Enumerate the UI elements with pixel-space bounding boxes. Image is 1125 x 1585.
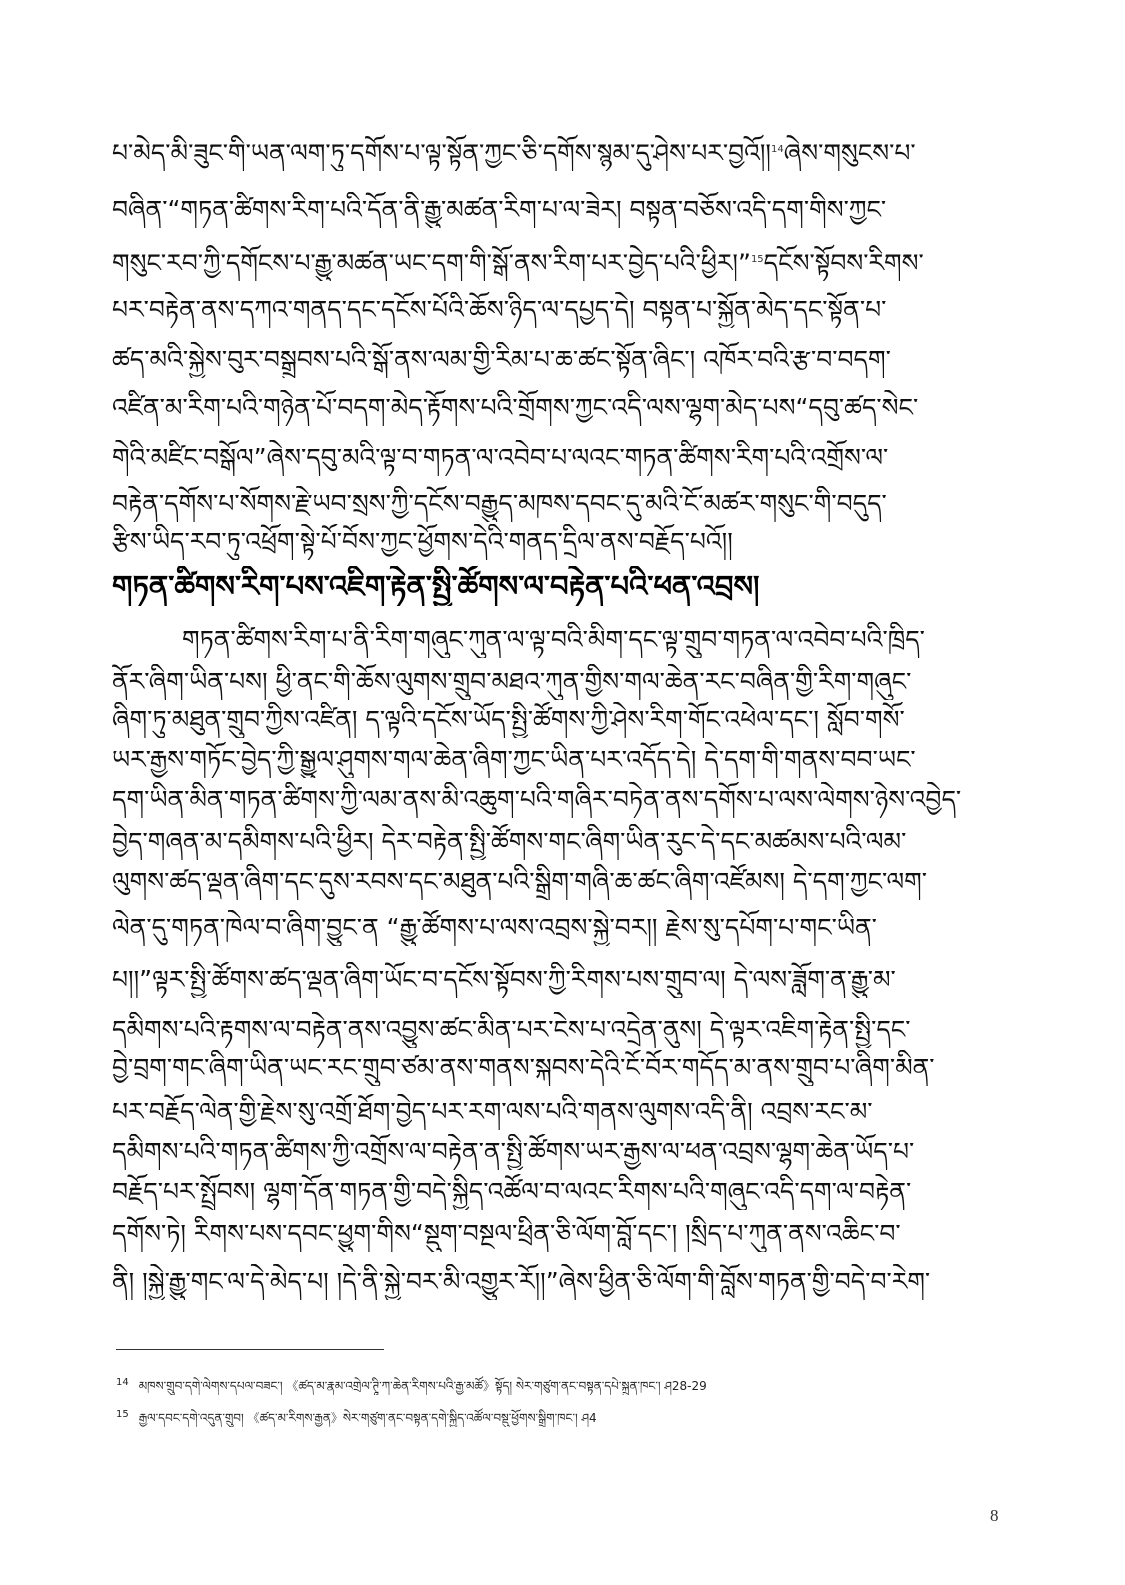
body-line: བྱེད་གཞན་མ་དམིགས་པའི་ཕྱིར། དེར་བརྟེན་སྤྱི་ཚོགས་གང་ཞིག་ཡིན་རུང་དེ་དང་མཚམས་པའི་ལམ་: [112, 827, 907, 856]
body-line: དམིགས་པའི་རྟགས་ལ་བརྟེན་ནས་འབྱུས་ཚང་མིན་པར་ངེས་པ་འདྲེན་ནུས། དེ་ལྟར་འཇིག་རྟེན་སྤྱི་དང་: [112, 1015, 911, 1044]
body-line: དམིགས་པའི་གཏན་ཚིགས་ཀྱི་འགྲོས་ལ་བརྟེན་ན་སྤྱི་ཚོགས་ཡར་རྒྱས་ལ་ཕན་འབྲས་ལྷག་ཆེན་ཡོད་པ་: [112, 1137, 915, 1166]
body-line: པར་བརྟེན་ནས་དཀའ་གནད་དང་དངོས་པོའི་ཆོས་ཉིད་ལ་དཔྱད་དེ། བསྟན་པ་སྐྱོན་མེད་དང་སྟོན་པ་: [112, 295, 887, 324]
footnote-14: [116, 1374, 1006, 1395]
body-line: གེའི་མཛིང་བསྒོལ”ཞེས་དབུ་མའི་ལྟ་བ་གཏན་ལ་འབེབ་པ་ལའང་གཏན་ཚིགས་རིག་པའི་འགྲོས་ལ་: [112, 443, 889, 472]
page-number: 8: [990, 1506, 999, 1525]
body-line: བྱེ་བྲག་གང་ཞིག་ཡིན་ཡང་རང་གྲུབ་ཙམ་ནས་གནས་སྐབས་དེའི་ངོ་བོར་གདོད་མ་ནས་གྲུབ་པ་ཞིག་མིན་: [112, 1053, 935, 1082]
body-line: བཞིན་“གཏན་ཚིགས་རིག་པའི་དོན་ནི་རྒྱུ་མཚན་རིག་པ་ལ་ཟེར། བསྟན་བཅོས་འདི་དག་གིས་ཀྱང་: [112, 195, 887, 224]
footnote-ref-14[interactable]: 14: [770, 144, 784, 155]
footnote-text: མཁས་གྲུབ་དགེ་ལེགས་དཔལ་བཟང་། 《ཚད་མ་རྣམ་འགྲེལ་ཊཱི་ཀ་ཆེན་རིགས་པའི་རྒྱ་མཚོ》སྟོད། སེར་གཙུག་ནང་བསྟན་དཔེ་སྐྲུན་ཁང་། ཤ28-29: [138, 1379, 707, 1393]
body-line: རྩིས་ཡིད་རབ་ཏུ་འཕྲོག་སྟེ་པོ་བོས་ཀྱང་ཕྱོགས་དེའི་གནད་དྲིལ་ནས་བརྗོད་པའོ།།: [112, 527, 733, 556]
footnote-15: [116, 1406, 1006, 1427]
footnote-number: 15: [116, 1409, 129, 1420]
body-line: འཛིན་མ་རིག་པའི་གཉེན་པོ་བདག་མེད་རྟོགས་པའི་གྲོགས་ཀྱང་འདི་ལས་ལྷག་མེད་པས“དབུ་ཚད་སེང་: [112, 393, 919, 422]
body-line: པ།།”ལྟར་སྤྱི་ཚོགས་ཚད་ལྡན་ཞིག་ཡོང་བ་དངོས་སྟོབས་ཀྱི་རིགས་པས་གྲུབ་ལ། དེ་ལས་ཟློག་ན་རྒྱུ་མ་: [112, 965, 896, 994]
footnote-text: རྒྱལ་དབང་དགེ་འདུན་གྲུབ། 《ཚད་མ་རིགས་རྒྱན》སེར་གཙུག་ནང་བསྟན་དགེ་སྐྱིད་འཚོལ་བསྡུ་ཕྱོགས་སྒྲིག་ཁང་། ཤ4: [138, 1411, 597, 1425]
body-line: དགོས་ཏེ། རིགས་པས་དབང་ཕྱུག་གིས“སྡུག་བསྔལ་ཕྲིན་ཅི་ལོག་བློ་དང་། །སྲིད་པ་ཀུན་ནས་འཆིང་བ་: [112, 1219, 901, 1248]
body-line: ཞིག་ཏུ་མཐུན་གྲུབ་ཀྱིས་འཛིན། ད་ལྟའི་དངོས་ཡོད་སྤྱི་ཚོགས་ཀྱི་ཤེས་རིག་གོང་འཕེལ་དང་། སློབ་གསོ་: [112, 705, 905, 734]
body-line: དག་ཡིན་མིན་གཏན་ཚིགས་ཀྱི་ལམ་ནས་མི་འཆུག་པའི་གཞིར་བཏེན་ནས་དགོས་པ་ལས་ལེགས་ཉེས་འབྱེད་: [112, 785, 962, 814]
body-line: བརྟེན་དགོས་པ་སོགས་རྗེ་ཡབ་སྲས་ཀྱི་དངོས་བརྒྱུད་མཁས་དབང་དུ་མའི་ངོ་མཚར་གསུང་གི་བདུད་: [112, 489, 887, 518]
body-line: ཚད་མའི་སྐྱེས་བུར་བསྒྲུབས་པའི་སྒོ་ནས་ལམ་གྱི་རིམ་པ་ཆ་ཚང་སྟོན་ཞིང་། འཁོར་བའི་རྩ་བ་བདག་: [112, 345, 891, 374]
body-line: པར་བརྗོད་ལེན་གྱི་རྗེས་སུ་འགྲོ་ཐོག་བྱེད་པར་རག་ལས་པའི་གནས་ལུགས་འདི་ནི། འབྲས་རང་མ་: [112, 1097, 873, 1126]
footnote-ref-15[interactable]: 15: [750, 254, 764, 265]
body-line: གསུང་རབ་ཀྱི་དགོངས་པ་རྒྱུ་མཚན་ཡང་དག་གི་སྒོ་ནས་རིག་པར་བྱེད་པའི་ཕྱིར།”$^{15}$དངོས་སྟོབས་རིགས་: [112, 248, 924, 278]
body-line: ནོར་ཞིག་ཡིན་པས། ཕྱི་ནང་གི་ཆོས་ལུགས་གྲུབ་མཐའ་ཀུན་གྱིས་གལ་ཆེན་རང་བཞིན་གྱི་རིག་གཞུང་: [112, 667, 912, 696]
body-line: ལུགས་ཚད་ལྡན་ཞིག་དང་དུས་རབས་དང་མཐུན་པའི་སྒྲིག་གཞི་ཆ་ཚང་ཞིག་འཛོམས། དེ་དག་ཀྱང་ལག་: [112, 867, 927, 896]
body-line: པ་མེད་མི་ཟུང་གི་ཡན་ལག་ཏུ་དགོས་པ་ལྟ་སྟོན་ཀྱང་ཅི་དགོས་སྙམ་དུ་ཤེས་པར་བྱའོ།།$^{14}$ཞེས་གསུངས་པ་: [112, 138, 916, 168]
body-line: བརྗོད་པར་སྤྲོབས། ལྷག་དོན་གཏན་གྱི་བདེ་སྐྱིད་འཚོལ་བ་ལའང་རིགས་པའི་གཞུང་འདི་དག་ལ་བརྟེན་: [112, 1177, 912, 1206]
footnote-separator: [116, 1349, 384, 1350]
body-line: ལེན་དུ་གཏན་ཁེལ་བ་ཞིག་བྱུང་ན “རྒྱུ་ཚོགས་པ་ལས་འབྲས་སྐྱེ་བར།། རྗེས་སུ་དཔོག་པ་གང་ཡིན་: [112, 913, 877, 942]
body-line: གཏན་ཚིགས་རིག་པ་ནི་རིག་གཞུང་ཀུན་ལ་ལྟ་བའི་མིག་དང་ལྟ་གྲུབ་གཏན་ལ་འབེབ་པའི་ཁྲིད་: [182, 625, 925, 654]
footnote-number: 14: [116, 1377, 129, 1388]
section-heading: གཏན་ཚིགས་རིག་པས་འཇིག་རྟེན་སྤྱི་ཚོགས་ལ་བརྟེན་པའི་ཕན་འབྲས།: [112, 569, 760, 603]
body-line: ནི། །སྐྱེ་རྒྱུ་གང་ལ་དེ་མེད་པ། །དེ་ནི་སྐྱེ་བར་མི་འགྱུར་རོ།།”ཞེས་ཕྱིན་ཅི་ལོག་གི་བློས་གཏན་གྱི་བདེ་བ་རེག་: [112, 1267, 931, 1296]
body-line: ཡར་རྒྱས་གཏོང་བྱེད་ཀྱི་སྒྱུལ་ཤུགས་གལ་ཆེན་ཞིག་ཀྱང་ཡིན་པར་འདོད་དེ། དེ་དག་གི་གནས་བབ་ཡང་: [112, 745, 916, 774]
